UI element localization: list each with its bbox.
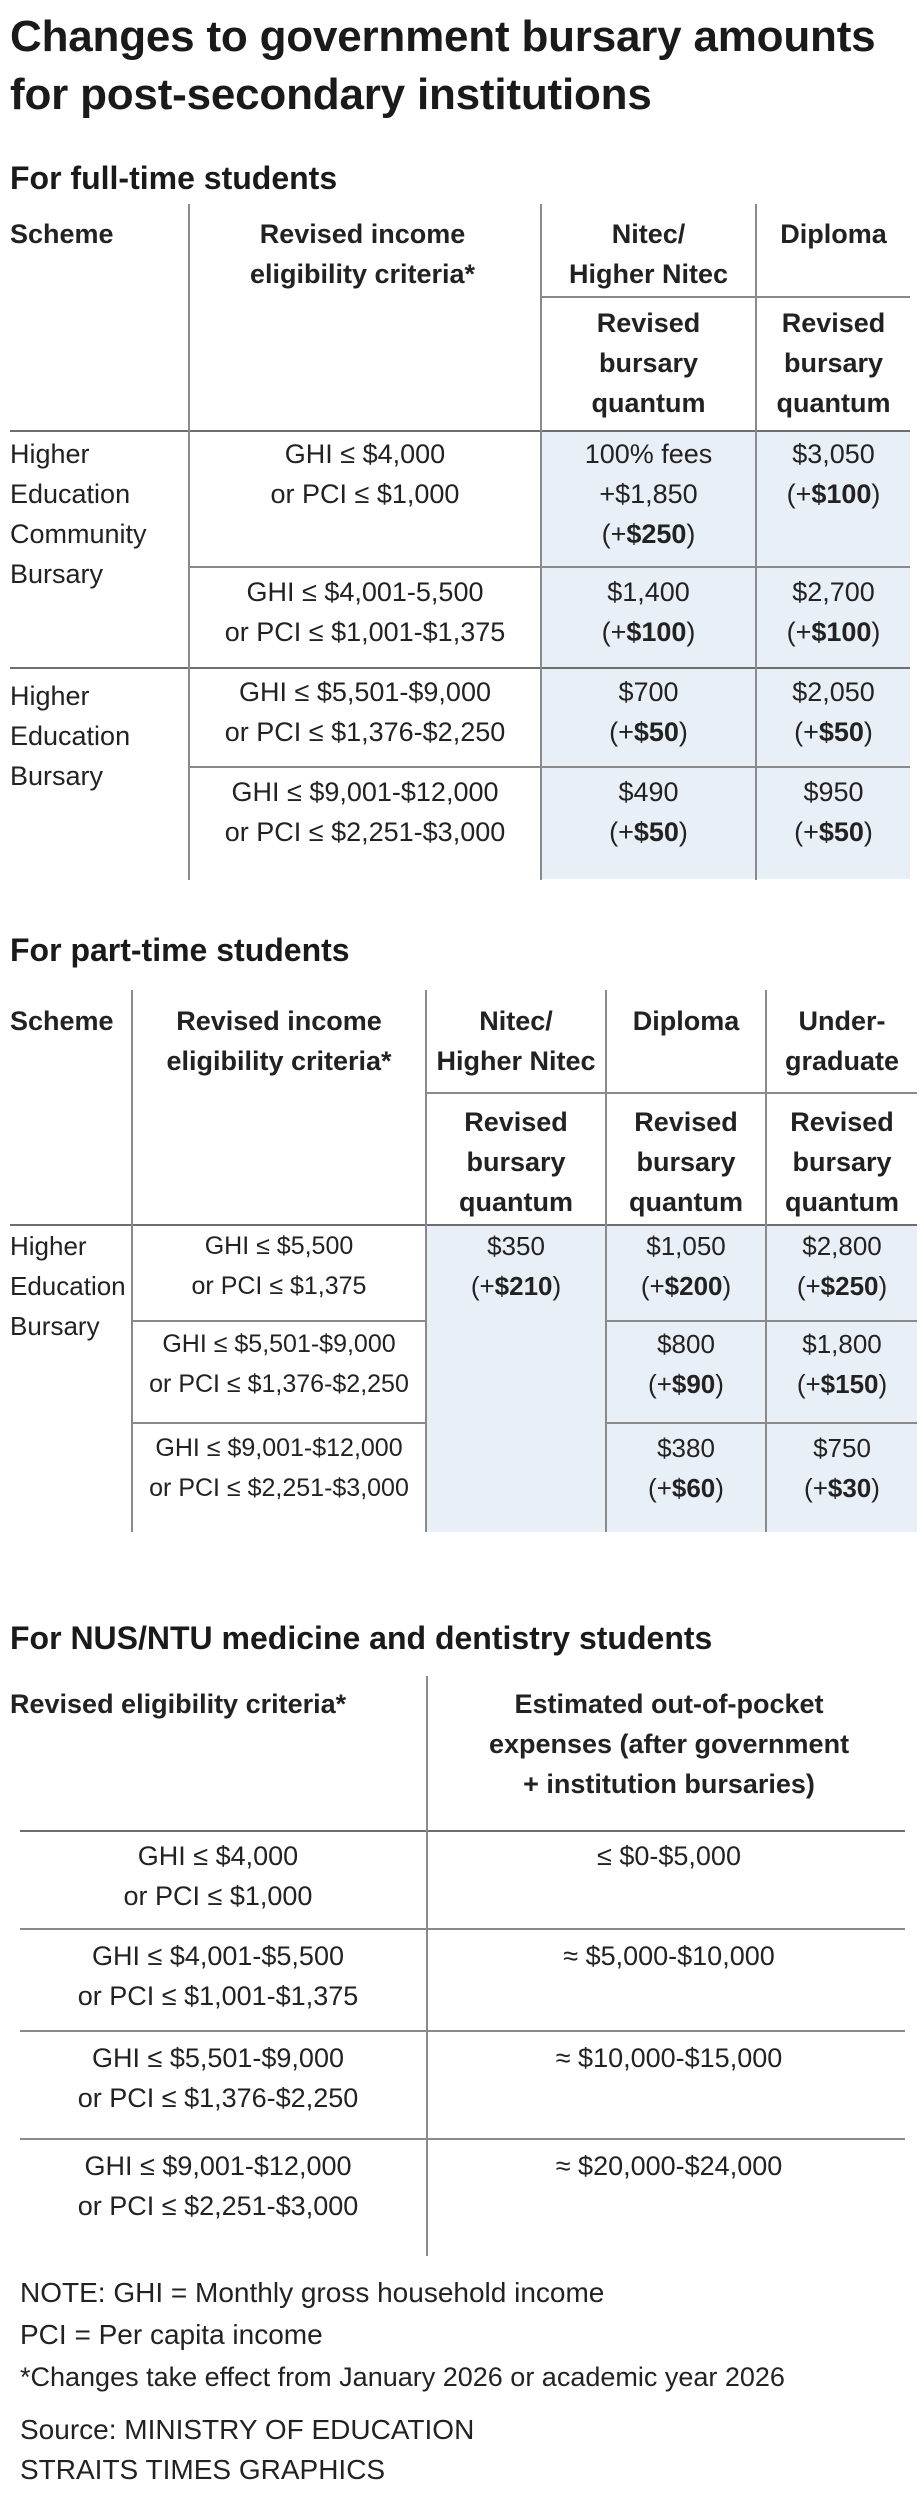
medicine-row-2-criteria bbox=[10, 1936, 426, 2016]
value-line: $1,050 bbox=[646, 1231, 726, 1261]
criteria-line: GHI ≤ $5,501-$9,000 bbox=[162, 1330, 396, 1358]
criteria-line: GHI ≤ $5,500 bbox=[204, 1232, 354, 1260]
value-line: $950 bbox=[803, 777, 864, 807]
medicine-row-2-expenses: ≈ $5,000-$10,000 bbox=[563, 1941, 775, 1971]
rbq-line-3: quantum bbox=[629, 1187, 743, 1217]
paren: (+ bbox=[609, 717, 634, 747]
note-effective-date: *Changes take effect from January 2026 or academic year 2026 bbox=[20, 2362, 785, 2392]
fulltime-section-title: For full-time students bbox=[10, 160, 338, 196]
paren: ) bbox=[678, 817, 688, 847]
parttime-header-ug-line-2: graduate bbox=[784, 1046, 900, 1076]
rbq-line-3: quantum bbox=[776, 388, 891, 418]
paren: (+ bbox=[648, 1473, 672, 1503]
increase-amount: $250 bbox=[820, 1271, 879, 1301]
main-title-line-2: for post-secondary institutions bbox=[10, 70, 652, 119]
paren: (+ bbox=[470, 1271, 495, 1301]
parttime-header-ug-line-1: Under- bbox=[798, 1006, 886, 1036]
scheme-line: Higher bbox=[10, 1231, 87, 1261]
paren: ) bbox=[722, 1271, 732, 1301]
medicine-divider bbox=[20, 2138, 905, 2140]
fulltime-header-nitec-line-1: Nitec/ bbox=[611, 219, 686, 249]
criteria-line: GHI ≤ $5,501-$9,000 bbox=[92, 2043, 344, 2073]
value-line: $2,800 bbox=[802, 1231, 882, 1261]
criteria-line: or PCI ≤ $1,000 bbox=[270, 479, 460, 509]
medicine-row-4-criteria bbox=[10, 2146, 426, 2226]
increase-amount: $210 bbox=[494, 1271, 553, 1301]
medicine-header-criteria: Revised eligibility criteria* bbox=[10, 1689, 347, 1719]
parttime-header-scheme: Scheme bbox=[10, 1006, 114, 1036]
paren: (+ bbox=[794, 817, 819, 847]
increase-amount: $30 bbox=[827, 1473, 872, 1503]
criteria-line: or PCI ≤ $1,376-$2,250 bbox=[77, 2083, 359, 2113]
rbq-line-2: bursary bbox=[598, 348, 699, 378]
value-line: +$1,850 bbox=[599, 479, 698, 509]
scheme-line: Education bbox=[10, 479, 131, 509]
criteria-line: or PCI ≤ $1,376-$2,250 bbox=[149, 1370, 409, 1398]
criteria-line: or PCI ≤ $2,251-$3,000 bbox=[224, 817, 506, 847]
note-ghi: NOTE: GHI = Monthly gross household income bbox=[20, 2277, 605, 2308]
paren: ) bbox=[878, 1271, 888, 1301]
rbq-line-1: Revised bbox=[781, 308, 886, 338]
paren: ) bbox=[715, 1369, 724, 1399]
medicine-row-3-criteria bbox=[10, 2038, 426, 2118]
medicine-header-expenses-line-2: expenses (after government bbox=[488, 1729, 850, 1759]
medicine-divider bbox=[20, 2030, 905, 2032]
criteria-line: GHI ≤ $9,001-$12,000 bbox=[84, 2151, 352, 2181]
increase-amount: $50 bbox=[818, 817, 864, 847]
paren: ) bbox=[871, 479, 881, 509]
note-pci: PCI = Per capita income bbox=[20, 2319, 323, 2350]
fulltime-header-criteria-line-2: eligibility criteria* bbox=[249, 259, 476, 289]
criteria-line: GHI ≤ $5,501-$9,000 bbox=[239, 677, 491, 707]
paren: (+ bbox=[786, 617, 812, 647]
paren: (+ bbox=[648, 1369, 672, 1399]
paren: ) bbox=[871, 617, 881, 647]
paren: (+ bbox=[796, 1271, 821, 1301]
paren: (+ bbox=[796, 1369, 821, 1399]
paren: (+ bbox=[640, 1271, 665, 1301]
source-block bbox=[20, 2410, 474, 2490]
scheme-line: Bursary bbox=[10, 1311, 100, 1341]
rbq-line-2: bursary bbox=[636, 1147, 736, 1177]
paren: (+ bbox=[794, 717, 819, 747]
value-line: $380 bbox=[657, 1433, 715, 1463]
increase-amount: $150 bbox=[820, 1369, 879, 1399]
value-line: $1,800 bbox=[802, 1329, 882, 1359]
increase-amount: $60 bbox=[671, 1473, 716, 1503]
criteria-line: GHI ≤ $4,001-5,500 bbox=[246, 577, 484, 607]
paren: ) bbox=[863, 717, 873, 747]
medicine-row-1-expenses: ≤ $0-$5,000 bbox=[597, 1841, 741, 1871]
increase-amount: $50 bbox=[633, 817, 679, 847]
main-title-line-1: Changes to government bursary amounts bbox=[10, 12, 876, 61]
criteria-line: GHI ≤ $4,000 bbox=[137, 1841, 299, 1871]
rbq-line-2: bursary bbox=[783, 348, 884, 378]
value-line: 100% fees bbox=[584, 439, 713, 469]
increase-amount: $90 bbox=[671, 1369, 716, 1399]
rbq-line-3: quantum bbox=[785, 1187, 899, 1217]
rbq-line-1: Revised bbox=[596, 308, 701, 338]
parttime-section-title: For part-time students bbox=[10, 932, 350, 968]
scheme-line: Bursary bbox=[10, 761, 104, 791]
rbq-line-1: Revised bbox=[634, 1107, 738, 1137]
criteria-line: GHI ≤ $4,001-$5,500 bbox=[92, 1941, 344, 1971]
medicine-section-title: For NUS/NTU medicine and dentistry students bbox=[10, 1620, 713, 1656]
value-line: $750 bbox=[813, 1433, 871, 1463]
increase-amount: $50 bbox=[818, 717, 864, 747]
scheme-line: Education bbox=[10, 721, 131, 751]
criteria-line: or PCI ≤ $1,001-$1,375 bbox=[224, 617, 506, 647]
value-line: $1,400 bbox=[607, 577, 690, 607]
value-line: $490 bbox=[618, 777, 679, 807]
paren: ) bbox=[552, 1271, 562, 1301]
source-st-graphics: STRAITS TIMES GRAPHICS bbox=[20, 2454, 386, 2485]
criteria-line: GHI ≤ $9,001-$12,000 bbox=[155, 1434, 403, 1462]
value-line: $350 bbox=[487, 1231, 545, 1261]
increase-amount: $250 bbox=[626, 519, 687, 549]
criteria-line: or PCI ≤ $1,000 bbox=[123, 1881, 313, 1911]
parttime-header-criteria-line-1: Revised income bbox=[176, 1006, 382, 1036]
paren: (+ bbox=[601, 519, 627, 549]
scheme-line: Education bbox=[10, 1271, 126, 1301]
notes-block bbox=[20, 2272, 785, 2398]
paren: ) bbox=[863, 817, 873, 847]
medicine-header-expenses bbox=[428, 1684, 910, 1804]
medicine-header-expenses-line-3: + institution bursaries) bbox=[523, 1769, 815, 1799]
fulltime-header-scheme: Scheme bbox=[10, 219, 114, 249]
value-line: $2,050 bbox=[792, 677, 875, 707]
criteria-line: GHI ≤ $4,000 bbox=[284, 439, 446, 469]
criteria-line: or PCI ≤ $1,376-$2,250 bbox=[224, 717, 506, 747]
medicine-divider bbox=[20, 1928, 905, 1930]
rbq-line-2: bursary bbox=[792, 1147, 892, 1177]
rbq-line-1: Revised bbox=[790, 1107, 894, 1137]
rbq-line-1: Revised bbox=[464, 1107, 568, 1137]
scheme-line: Higher bbox=[10, 439, 90, 469]
paren: ) bbox=[878, 1369, 888, 1399]
value-line: $3,050 bbox=[792, 439, 875, 469]
paren: (+ bbox=[609, 817, 634, 847]
increase-amount: $100 bbox=[626, 617, 687, 647]
value-line: $700 bbox=[618, 677, 679, 707]
fulltime-header-criteria-line-1: Revised income bbox=[259, 219, 466, 249]
paren: (+ bbox=[786, 479, 812, 509]
rbq-line-3: quantum bbox=[459, 1187, 573, 1217]
paren: ) bbox=[715, 1473, 724, 1503]
criteria-line: or PCI ≤ $2,251-$3,000 bbox=[149, 1474, 409, 1502]
paren: (+ bbox=[804, 1473, 828, 1503]
medicine-row-4-expenses: ≈ $20,000-$24,000 bbox=[555, 2151, 783, 2181]
paren: ) bbox=[871, 1473, 880, 1503]
increase-amount: $200 bbox=[664, 1271, 723, 1301]
paren: ) bbox=[686, 617, 696, 647]
paren: ) bbox=[686, 519, 696, 549]
increase-amount: $100 bbox=[811, 479, 872, 509]
medicine-row-1-criteria bbox=[10, 1836, 426, 1916]
medicine-row-3-expenses: ≈ $10,000-$15,000 bbox=[555, 2043, 783, 2073]
scheme-line: Bursary bbox=[10, 559, 104, 589]
scheme-line: Community bbox=[10, 519, 147, 549]
medicine-divider bbox=[20, 1830, 905, 1832]
criteria-line: GHI ≤ $9,001-$12,000 bbox=[231, 777, 499, 807]
increase-amount: $50 bbox=[633, 717, 679, 747]
criteria-line: or PCI ≤ $2,251-$3,000 bbox=[77, 2191, 359, 2221]
increase-amount: $100 bbox=[811, 617, 872, 647]
medicine-header-expenses-line-1: Estimated out-of-pocket bbox=[514, 1689, 824, 1719]
rbq-line-2: bursary bbox=[466, 1147, 566, 1177]
criteria-line: or PCI ≤ $1,375 bbox=[191, 1272, 367, 1300]
parttime-header-criteria-line-2: eligibility criteria* bbox=[166, 1046, 392, 1076]
criteria-line: or PCI ≤ $1,001-$1,375 bbox=[77, 1981, 359, 2011]
paren: (+ bbox=[601, 617, 627, 647]
rbq-line-3: quantum bbox=[591, 388, 706, 418]
source-moe: Source: MINISTRY OF EDUCATION bbox=[20, 2414, 475, 2445]
fulltime-header-diploma: Diploma bbox=[780, 219, 887, 249]
parttime-header-nitec-line-2: Higher Nitec bbox=[436, 1046, 596, 1076]
scheme-line: Higher bbox=[10, 681, 90, 711]
parttime-header-diploma: Diploma bbox=[632, 1006, 740, 1036]
value-line: $800 bbox=[657, 1329, 715, 1359]
parttime-header-nitec-line-1: Nitec/ bbox=[479, 1006, 553, 1036]
value-line: $2,700 bbox=[792, 577, 875, 607]
paren: ) bbox=[678, 717, 688, 747]
fulltime-header-nitec-line-2: Higher Nitec bbox=[568, 259, 729, 289]
